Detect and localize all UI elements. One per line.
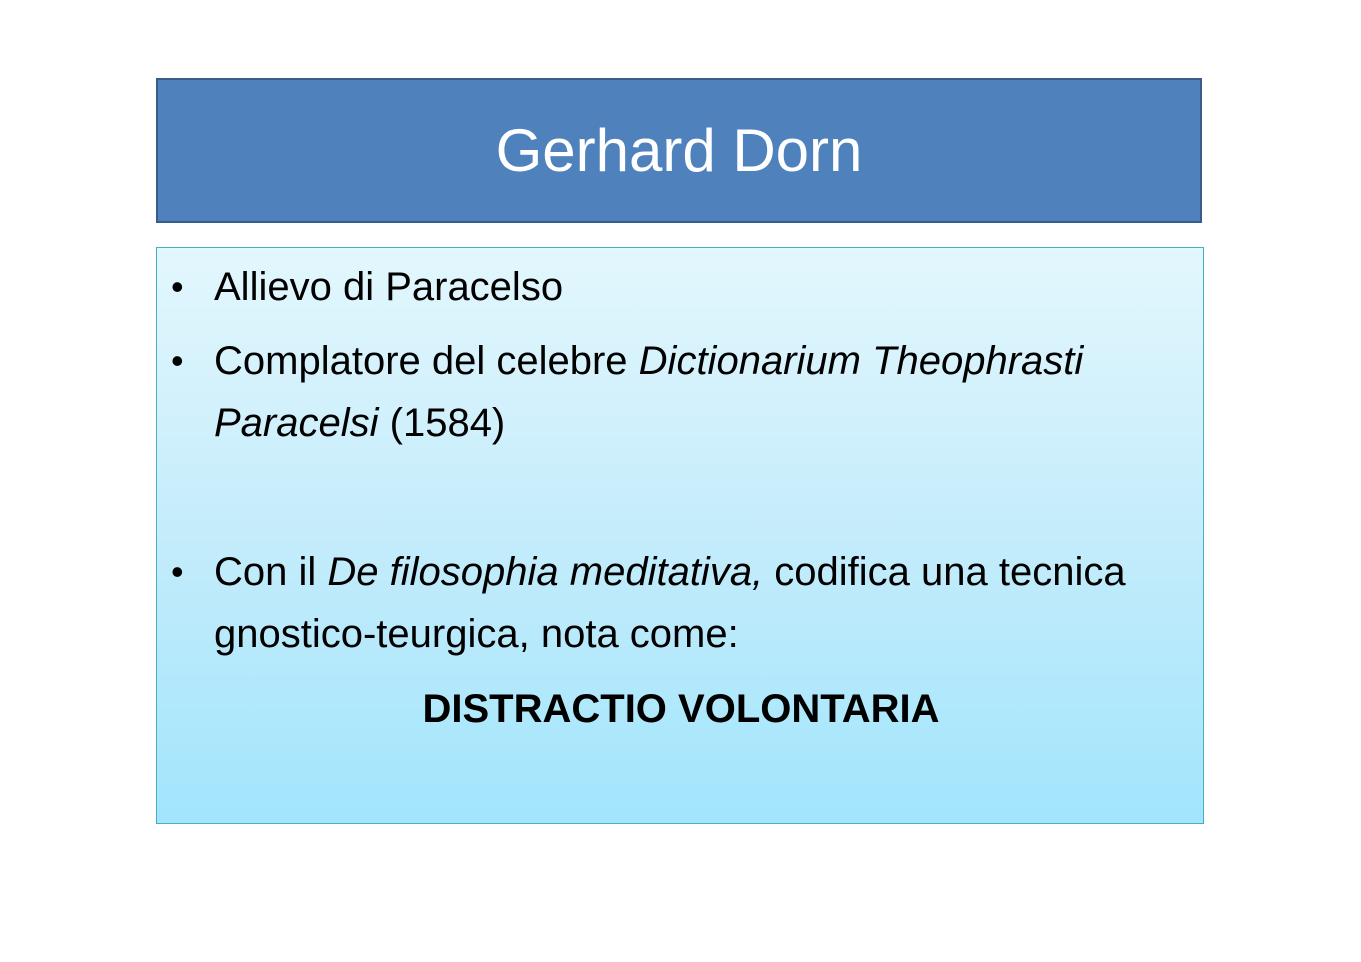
bullet-text xyxy=(214,541,1197,665)
highlight-term: DISTRACTIO VOLONTARIA xyxy=(422,687,940,731)
bullet-text xyxy=(214,330,1197,454)
bullet-text-italic: Dictionarium Theophrasti Paracelsi xyxy=(214,339,1084,445)
bullet-item xyxy=(167,256,1197,318)
bullet-dot-icon: • xyxy=(171,266,184,307)
title-box xyxy=(156,78,1202,223)
bullet-text-prefix: Complatore del celebre xyxy=(214,339,639,383)
bullet-item xyxy=(167,330,1197,454)
slide-title: Gerhard Dorn xyxy=(495,116,863,184)
bullet-text-suffix: (1584) xyxy=(378,401,506,445)
bullet-text-suffix: codifica una tecnica gnostico-teurgica, nota come: xyxy=(214,550,1126,656)
bullet-text-prefix: Con il xyxy=(214,550,328,594)
bullet-dot-icon: • xyxy=(171,551,184,592)
bullet-text-italic: De filosophia meditativa, xyxy=(327,550,764,594)
bullet-text-plain: Allievo di Paracelso xyxy=(214,265,564,309)
content-box xyxy=(156,247,1204,824)
bullet-dot-icon: • xyxy=(171,340,184,381)
bullet-text xyxy=(214,256,1197,318)
bullet-item xyxy=(167,541,1197,665)
